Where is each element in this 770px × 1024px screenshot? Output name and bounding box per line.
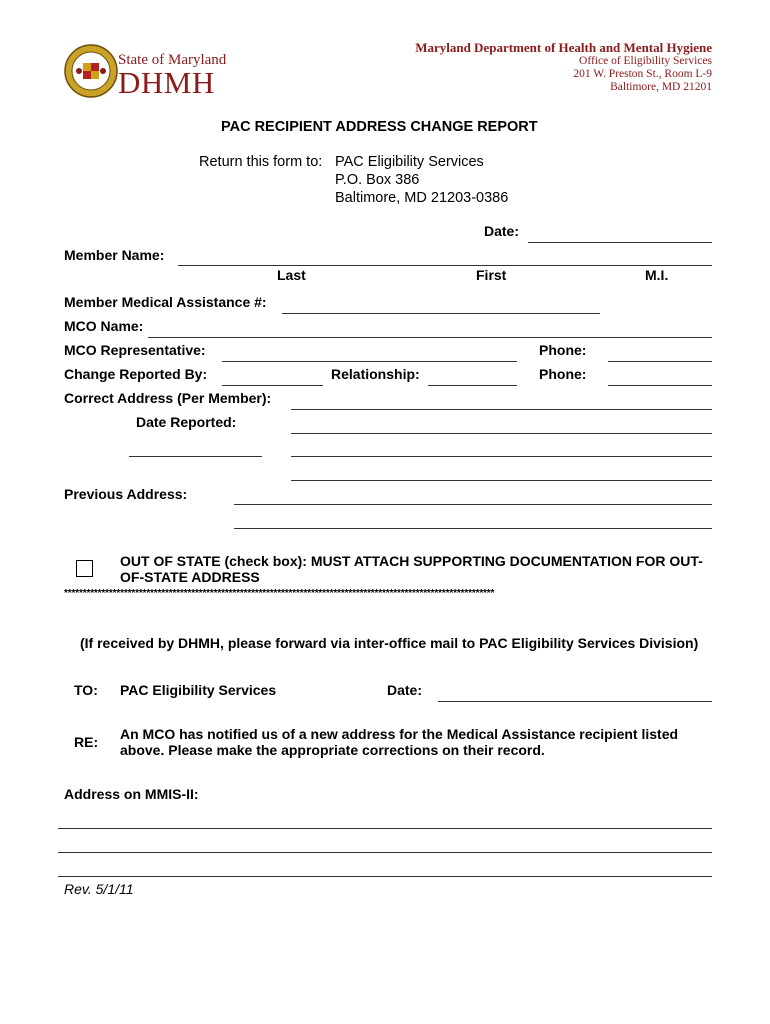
- middle-initial-caption: M.I.: [645, 267, 669, 283]
- mco-rep-label: MCO Representative:: [64, 342, 206, 358]
- change-by-input[interactable]: [222, 368, 323, 384]
- previous-address-line-2: [234, 528, 712, 529]
- out-of-state-text-2: OF-STATE ADDRESS: [120, 569, 260, 585]
- revision-date: Rev. 5/1/11: [64, 881, 134, 897]
- agency-abbr: DHMH: [118, 65, 215, 100]
- correct-address-input-4[interactable]: [291, 463, 712, 479]
- last-name-caption: Last: [277, 267, 306, 283]
- phone1-line: [608, 361, 712, 362]
- office-street: 201 W. Preston St., Room L-9: [573, 68, 712, 80]
- relationship-label: Relationship:: [331, 366, 420, 382]
- previous-address-input-2[interactable]: [234, 511, 712, 527]
- first-name-caption: First: [476, 267, 507, 283]
- mmis-address-line-1: [58, 828, 712, 829]
- ma-number-input[interactable]: [282, 296, 600, 312]
- change-by-label: Change Reported By:: [64, 366, 208, 382]
- form-title: PAC RECIPIENT ADDRESS CHANGE REPORT: [221, 119, 538, 135]
- office-city: Baltimore, MD 21201: [610, 81, 712, 93]
- correct-address-input-3[interactable]: [291, 439, 712, 455]
- date-line: [528, 242, 712, 243]
- ma-number-line: [282, 313, 600, 314]
- memo-date-line: [438, 701, 712, 702]
- change-by-line: [222, 385, 323, 386]
- mmis-address-line-3: [58, 876, 712, 877]
- phone2-input[interactable]: [608, 368, 712, 384]
- correct-address-line-3: [291, 456, 712, 457]
- date-reported-input[interactable]: [129, 439, 262, 455]
- correct-address-line-2: [291, 433, 712, 434]
- date-input[interactable]: [528, 224, 712, 240]
- ma-number-label: Member Medical Assistance #:: [64, 294, 267, 310]
- return-to-label: Return this form to:: [199, 154, 323, 170]
- to-value: PAC Eligibility Services: [120, 682, 277, 698]
- return-to-line1: PAC Eligibility Services: [335, 154, 484, 170]
- phone2-line: [608, 385, 712, 386]
- office-name: Office of Eligibility Services: [579, 55, 712, 67]
- memo-date-label: Date:: [387, 682, 423, 698]
- mco-rep-line: [222, 361, 517, 362]
- correct-address-input-2[interactable]: [291, 416, 712, 432]
- mmis-address-input-2[interactable]: [58, 834, 712, 850]
- maryland-seal-logo: [64, 44, 118, 98]
- mmis-address-line-2: [58, 852, 712, 853]
- department-name: Maryland Department of Health and Mental Hygiene: [415, 40, 712, 55]
- mmis-address-label: Address on MMIS-II:: [64, 786, 199, 802]
- out-of-state-checkbox[interactable]: [76, 560, 93, 577]
- mco-name-line: [148, 337, 712, 338]
- mco-name-label: MCO Name:: [64, 318, 144, 334]
- to-label: TO:: [74, 682, 98, 698]
- previous-address-input-1[interactable]: [234, 487, 712, 503]
- previous-address-label: Previous Address:: [64, 486, 188, 502]
- mco-name-input[interactable]: [148, 320, 712, 336]
- re-text-2: above. Please make the appropriate corrections on their record.: [120, 742, 545, 758]
- mmis-address-input-1[interactable]: [58, 810, 712, 826]
- correct-address-line-1: [291, 409, 712, 410]
- separator-line: *******************************************************************************************************************: [64, 588, 495, 599]
- return-to-line3: Baltimore, MD 21203-0386: [335, 190, 509, 206]
- member-name-label: Member Name:: [64, 247, 165, 263]
- relationship-line: [428, 385, 517, 386]
- phone2-label: Phone:: [539, 366, 587, 382]
- state-label: State of Maryland: [118, 52, 227, 68]
- date-reported-label: Date Reported:: [136, 414, 237, 430]
- correct-address-input-1[interactable]: [291, 392, 712, 408]
- re-text-1: An MCO has notified us of a new address for the Medical Assistance recipient listed: [120, 726, 679, 742]
- mco-rep-input[interactable]: [222, 344, 517, 360]
- relationship-input[interactable]: [428, 368, 517, 384]
- mmis-address-input-3[interactable]: [58, 858, 712, 874]
- date-reported-line: [129, 456, 262, 457]
- memo-date-input[interactable]: [438, 684, 712, 700]
- out-of-state-text-1: OUT OF STATE (check box): MUST ATTACH SUPPORTING DOCUMENTATION FOR OUT-: [120, 553, 703, 569]
- phone1-label: Phone:: [539, 342, 587, 358]
- member-name-input[interactable]: [178, 248, 712, 264]
- return-to-line2: P.O. Box 386: [335, 172, 420, 188]
- phone1-input[interactable]: [608, 344, 712, 360]
- correct-address-line-4: [291, 480, 712, 481]
- member-name-line: [178, 265, 712, 266]
- date-label: Date:: [484, 223, 520, 239]
- forward-note: (If received by DHMH, please forward via inter-office mail to PAC Eligibility Services Division): [80, 635, 699, 651]
- re-label: RE:: [74, 734, 99, 750]
- previous-address-line-1: [234, 504, 712, 505]
- correct-address-label: Correct Address (Per Member):: [64, 390, 272, 406]
